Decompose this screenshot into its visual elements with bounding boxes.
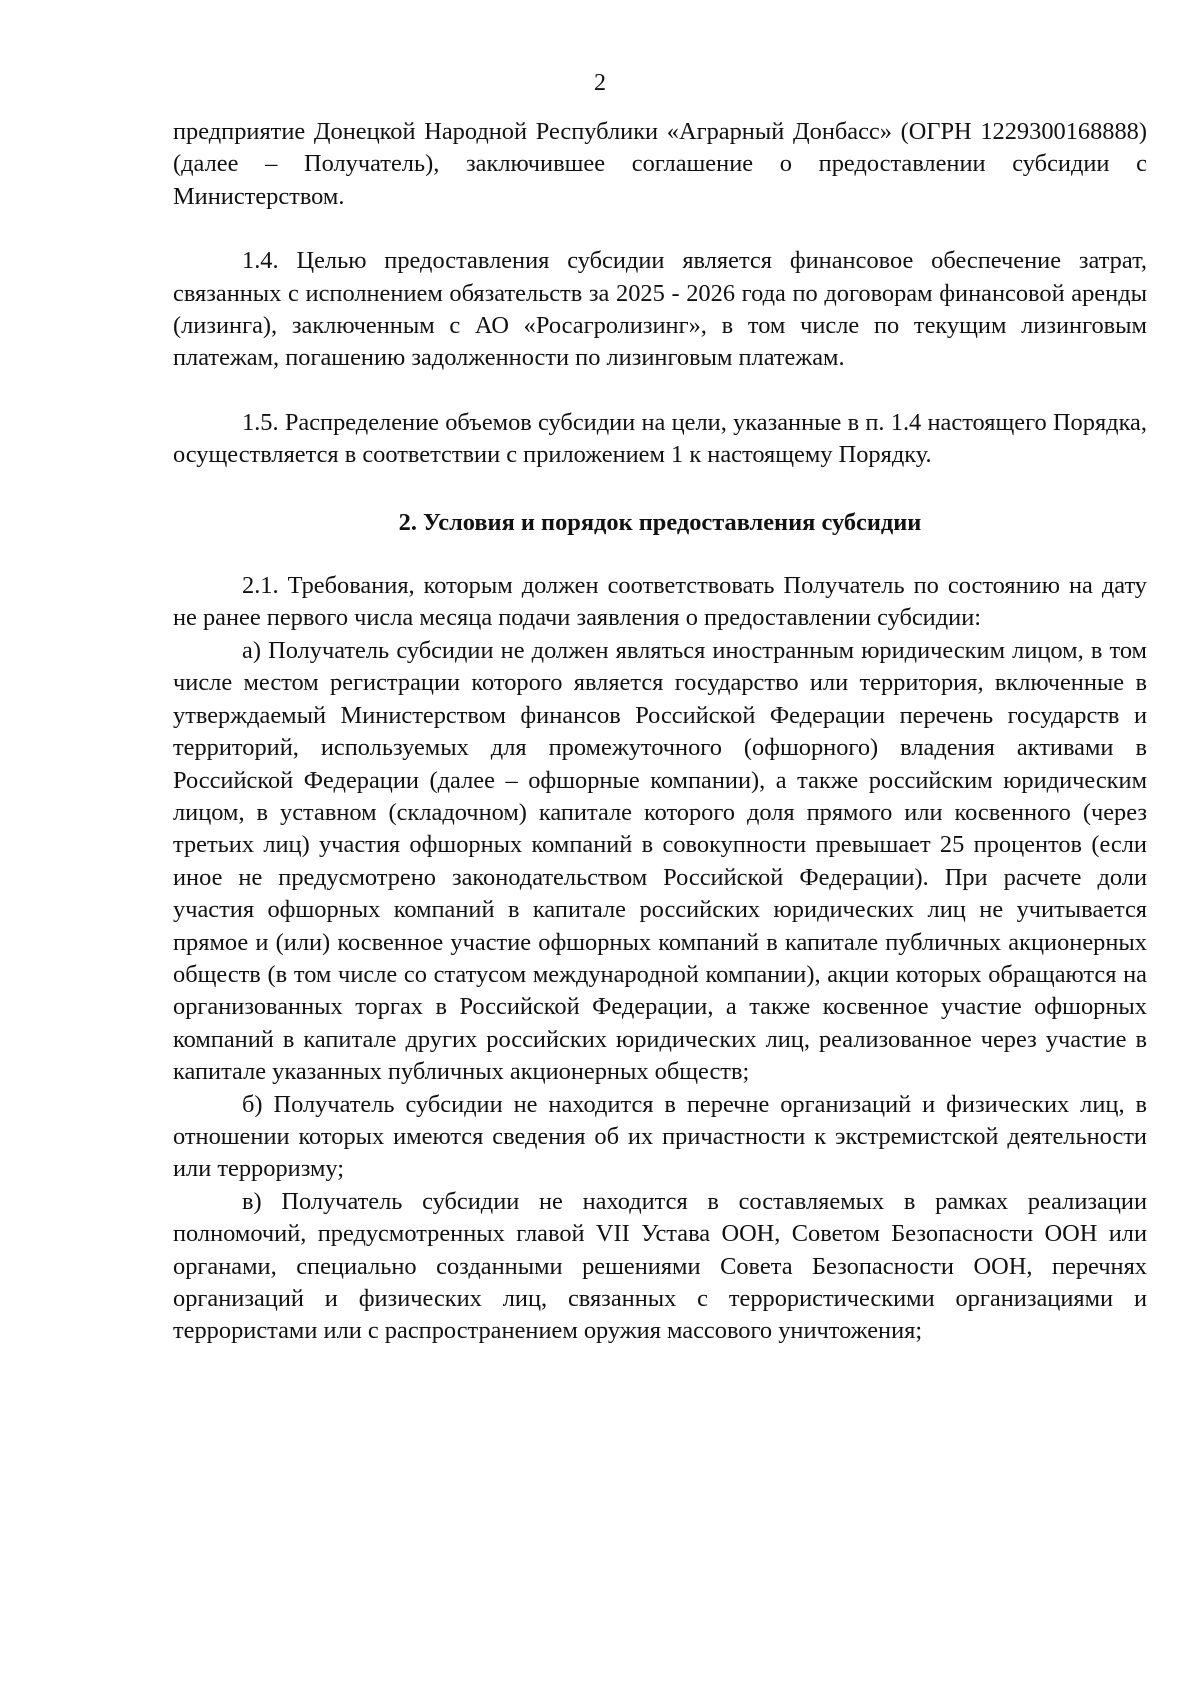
- paragraph-2-1: 2.1. Требования, которым должен соответствовать Получатель по состоянию на дату не ранее первого числа месяца подачи заявления о предоставлении субсидии:: [173, 572, 1147, 632]
- paragraph-1-5: 1.5. Распределение объемов субсидии на цели, указанные в п. 1.4 настоящего Порядка, осуществляется в соответствии с приложением 1 к настоящему Порядку.: [173, 408, 1147, 469]
- document-body: [173, 116, 1147, 1348]
- paragraph-2-1-v: в) Получатель субсидии не находится в составляемых в рамках реализации полномочий, предусмотренных главой VII Устава ООН, Советом Безопасности ООН или органами, специально созданными решениями Совета Безопасности ООН, перечнях организаций и физических лиц, связанных с террористическими организациями и террористами или с распространением оружия массового уничтожения;: [173, 1187, 1147, 1345]
- paragraph-intro: предприятие Донецкой Народной Республики «Аграрный Донбасс» (ОГРН 1229300168888) (далее – Получатель), заключившее соглашение о предоставлении субсидии с Министерством.: [173, 118, 1147, 210]
- paragraph-2-1-b: б) Получатель субсидии не находится в перечне организаций и физических лиц, в отношении которых имеются сведения об их причастности к экстремистской деятельности или терроризму;: [173, 1090, 1147, 1183]
- paragraph-2-1-a: а) Получатель субсидии не должен являться иностранным юридическим лицом, в том числе местом регистрации которого является государство или территория, включенные в утверждаемый Министерством финансов Российской Федерации перечень государств и территорий, используемых для промежуточного (офшорного) владения активами в Российской Федерации (далее – офшорные компании), а также российским юридическим лицом, в уставном (складочном) капитале которого доля прямого или косвенного (через третьих лиц) участия офшорных компаний в совокупности превышает 25 процентов (если иное не предусмотрено законодательством Российской Федерации). При расчете доли участия офшорных компаний в капитале российских юридических лиц не учитывается прямое и (или) косвенное участие офшорных компаний в капитале публичных акционерных обществ (в том числе со статусом международной компании), акции которых обращаются на организованных торгах в Российской Федерации, а также косвенное участие офшорных компаний в капитале других российских юридических лиц, реализованное через участие в капитале указанных публичных акционерных обществ;: [173, 636, 1147, 1086]
- paragraph-1-4: 1.4. Целью предоставления субсидии является финансовое обеспечение затрат, связанных с исполнением обязательств за 2025 - 2026 года по договорам финансовой аренды (лизинга), заключенным с АО «Росагролизинг», в том числе по текущим лизинговым платежам, погашению задолженности по лизинговым платежам.: [173, 247, 1147, 372]
- section-2-heading: 2. Условия и порядок предоставления субсидии: [398, 508, 922, 536]
- page-number: 2: [594, 70, 606, 96]
